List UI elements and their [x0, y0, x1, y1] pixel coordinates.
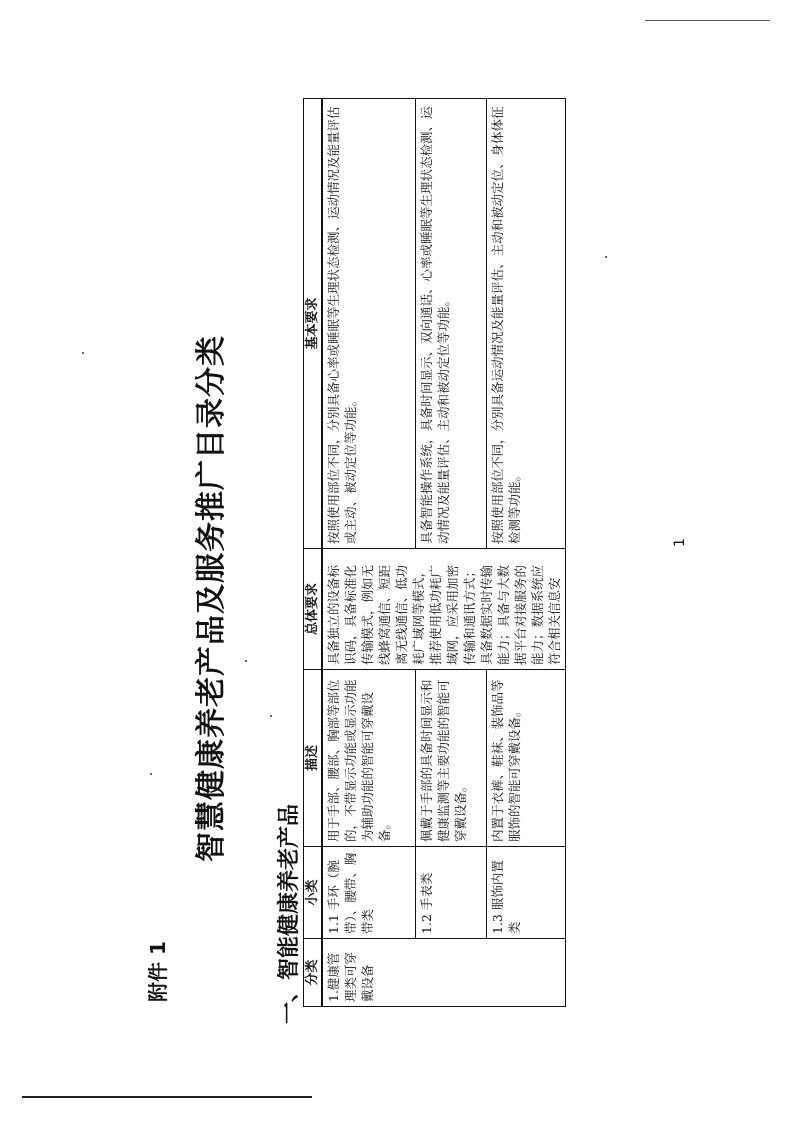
subcategory-cell: 1.3 服饰内置类	[487, 847, 566, 939]
document-title: 智慧健康养老产品及服务推广目录分类	[194, 335, 229, 862]
description-cell: 用于手部、腰部、胸部等部位的，不带显示功能或显示功能为辅助功能的智能可穿戴设备。	[322, 670, 415, 847]
category-cell: 1.健康管理类可穿戴设备	[322, 939, 566, 1007]
basic-requirements-cell: 按照使用部位不同，分别具备运动情况及能量评估、主动和被动定位、身体体征检测等功能。	[487, 99, 566, 549]
overall-requirements-cell: 具备独立的设备标识码，具备标准化传输模式，例如无线蜂窝通信、短距离无线通信、低功耗广域网等模式，推荐使用低功耗广域网，应采用加密传输和通讯方式；具备数据实时传输能力；具备与大数据平台对接服务的能力；数据系统应符合相关信息安	[322, 549, 566, 670]
header-subcategory: 小类	[304, 847, 323, 939]
attachment-label: 附件 1	[146, 941, 170, 1002]
subcategory-cell: 1.1 手环（腕带）、腰带、胸带类	[322, 847, 415, 939]
description-cell: 内置于衣裤、鞋袜、装饰品等服饰的智能可穿戴设备。	[487, 670, 566, 847]
description-cell: 佩戴于手部的具备时间显示和健康监测等主要功能的智能可穿戴设备。	[415, 670, 486, 847]
page-number: 1	[672, 538, 688, 547]
header-overall-requirements: 总体要求	[304, 549, 323, 670]
header-category: 分类	[304, 939, 323, 1007]
table-row	[322, 99, 415, 1007]
subcategory-cell: 1.2 手表类	[415, 847, 486, 939]
product-catalog-table	[303, 98, 566, 1007]
basic-requirements-cell: 具备智能操作系统，具备时间显示、双向通话、心率或睡眠等生理状态检测、运动情况及能量评估、主动和被动定位等功能。	[415, 99, 486, 549]
basic-requirements-cell: 按照使用部位不同，分别具备心率或睡眠等生理状态检测、运动情况及能量评估或主动、被动定位等功能。	[322, 99, 415, 549]
header-basic-requirements: 基本要求	[304, 99, 323, 549]
table-header-row	[304, 99, 323, 1007]
header-description: 描述	[304, 670, 323, 847]
section-heading: 一、智能健康养老产品	[277, 803, 302, 1024]
